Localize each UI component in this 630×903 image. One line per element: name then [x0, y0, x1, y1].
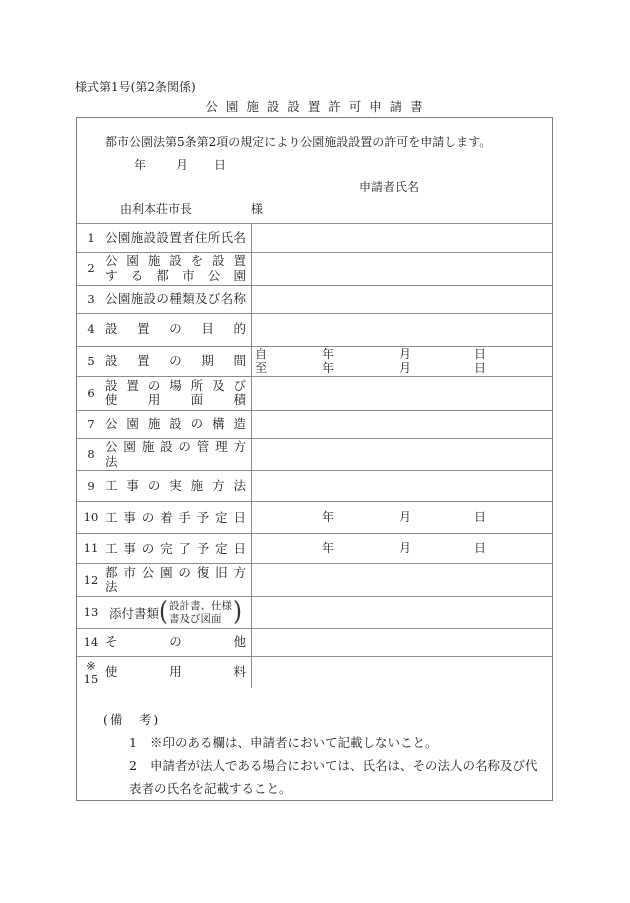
construction-method-field[interactable] — [251, 471, 552, 501]
row-number: 3 — [87, 291, 95, 306]
row-number: 9 — [87, 478, 95, 493]
row-number: 1 — [87, 230, 95, 245]
close-bracket: ) — [233, 596, 242, 627]
row-number: 8 — [87, 447, 95, 461]
day-label: 日 — [474, 510, 487, 525]
note-number: 1 — [129, 735, 137, 751]
note-item — [103, 731, 544, 754]
row-label: 設 置 の 期 間 — [105, 352, 246, 368]
table-row-target-city-park — [77, 252, 552, 285]
row-number: 7 — [87, 416, 95, 431]
date-line — [252, 541, 552, 556]
row-number: 5 — [87, 353, 95, 368]
row-label: 設 置 の 場 所 及 び 使 用 面 積 — [105, 377, 246, 408]
declaration-text: 都市公園法第5条第2項の規定により公園施設設置の許可を申請します。 — [105, 135, 492, 149]
notes-section — [77, 688, 552, 800]
row-label: 公園施設設置者住所氏名 — [105, 229, 246, 245]
day-label: 日 — [474, 541, 487, 556]
office-use-mark: ※ — [86, 658, 96, 673]
date-line — [252, 510, 552, 525]
table-row-construction-completion-date — [77, 533, 552, 563]
row-label: 公園施設の種類及び名称 — [105, 290, 246, 306]
to-label: 至 — [255, 361, 268, 376]
form-header — [77, 118, 552, 223]
note-text: ※印のある欄は、申請者において記載しないこと。 — [149, 735, 438, 751]
row-number: 11 — [83, 541, 99, 556]
attached-documents-label: 添付書類 — [109, 605, 160, 621]
form-number: 様式第1号(第2条関係) — [75, 80, 196, 94]
table-row-usage-fee — [77, 656, 552, 688]
row-label: 工 事 の 着 手 予 定 日 — [105, 509, 246, 525]
year-label: 年 — [322, 361, 335, 376]
table-row-construction-method — [77, 470, 552, 501]
table-row-construction-start-date — [77, 501, 552, 533]
month-label: 月 — [399, 361, 412, 376]
park-restoration-method-field[interactable] — [251, 564, 552, 596]
management-method-field[interactable] — [251, 439, 552, 471]
document-title: 公 園 施 設 設 置 許 可 申 請 書 — [205, 99, 425, 114]
table-row-installation-purpose — [77, 313, 552, 346]
construction-completion-date-field[interactable] — [251, 534, 552, 563]
table-row-other — [77, 628, 552, 656]
installation-period-field[interactable] — [251, 347, 552, 376]
open-bracket: ( — [159, 596, 168, 627]
target-city-park-field[interactable] — [251, 253, 552, 285]
period-to-line — [252, 361, 552, 376]
other-field[interactable] — [251, 629, 552, 656]
row-label: 公 園 施 設 の 管 理 方 法 — [105, 439, 246, 469]
installation-purpose-field[interactable] — [251, 314, 552, 346]
attached-documents-detail: 設計書、仕様 書及び図面 — [169, 600, 232, 625]
year-label: 年 — [322, 541, 335, 556]
month-label: 月 — [176, 158, 189, 172]
year-label: 年 — [322, 346, 335, 361]
row-label: 工 事 の 完 了 予 定 日 — [105, 540, 246, 556]
note-text: 申請者が法人である場合においては、氏名は、その法人の名称及び代表者の氏名を記載すること。 — [129, 758, 538, 797]
notes-heading: (備 考) — [103, 712, 161, 728]
row-label: そ の 他 — [105, 634, 246, 650]
row-number: 10 — [83, 510, 99, 525]
row-label: 使 用 料 — [105, 664, 246, 680]
period-from-line — [252, 347, 552, 362]
year-label: 年 — [322, 510, 335, 525]
addressee-name: 由利本荘市長 — [120, 202, 193, 216]
application-date-line[interactable] — [77, 156, 552, 171]
location-and-area-field[interactable] — [251, 377, 552, 410]
row-number: 12 — [83, 572, 99, 587]
table-row-applicant-address-name — [77, 223, 552, 252]
row-number: 4 — [87, 322, 95, 337]
row-number: 13 — [83, 605, 99, 620]
from-label: 自 — [255, 346, 268, 361]
day-label: 日 — [474, 346, 487, 361]
table-row-park-restoration-method — [77, 563, 552, 596]
row-number: 2 — [87, 261, 95, 276]
applicant-name-label: 申請者氏名 — [359, 180, 420, 194]
row-label: 都 市 公 園 の 復 旧 方 法 — [105, 564, 246, 595]
day-label: 日 — [474, 361, 487, 376]
attached-documents-field[interactable] — [251, 597, 552, 628]
month-label: 月 — [399, 346, 412, 361]
month-label: 月 — [399, 510, 412, 525]
year-label: 年 — [134, 158, 147, 172]
facility-structure-field[interactable] — [251, 411, 552, 438]
table-row-location-and-area — [77, 376, 552, 410]
row-label: 公 園 施 設 の 構 造 — [105, 415, 246, 431]
table-row-attached-documents — [77, 596, 552, 628]
row-number: ※ 15 — [83, 658, 99, 686]
applicant-address-name-field[interactable] — [251, 224, 552, 252]
table-row-facility-type-name — [77, 285, 552, 313]
table-row-management-method — [77, 438, 552, 471]
month-label: 月 — [399, 541, 412, 556]
table-row-facility-structure — [77, 410, 552, 438]
honorific-label: 様 — [250, 202, 263, 216]
usage-fee-field[interactable] — [251, 657, 552, 688]
row-label — [105, 597, 251, 628]
row-label: 公 園 施 設 を 設 置 す る 都 市 公 園 — [105, 253, 246, 283]
application-form-box — [76, 117, 553, 801]
day-label: 日 — [214, 158, 227, 172]
addressee-line — [120, 200, 263, 217]
construction-start-date-field[interactable] — [251, 502, 552, 533]
note-number: 2 — [129, 758, 137, 774]
table-row-installation-period — [77, 346, 552, 376]
row-label: 設 置 の 目 的 — [105, 321, 246, 337]
note-item — [103, 754, 544, 800]
row-number: 14 — [83, 635, 99, 650]
facility-type-name-field[interactable] — [251, 286, 552, 313]
row-label: 工 事 の 実 施 方 法 — [105, 478, 246, 494]
row-number: 6 — [87, 385, 95, 400]
